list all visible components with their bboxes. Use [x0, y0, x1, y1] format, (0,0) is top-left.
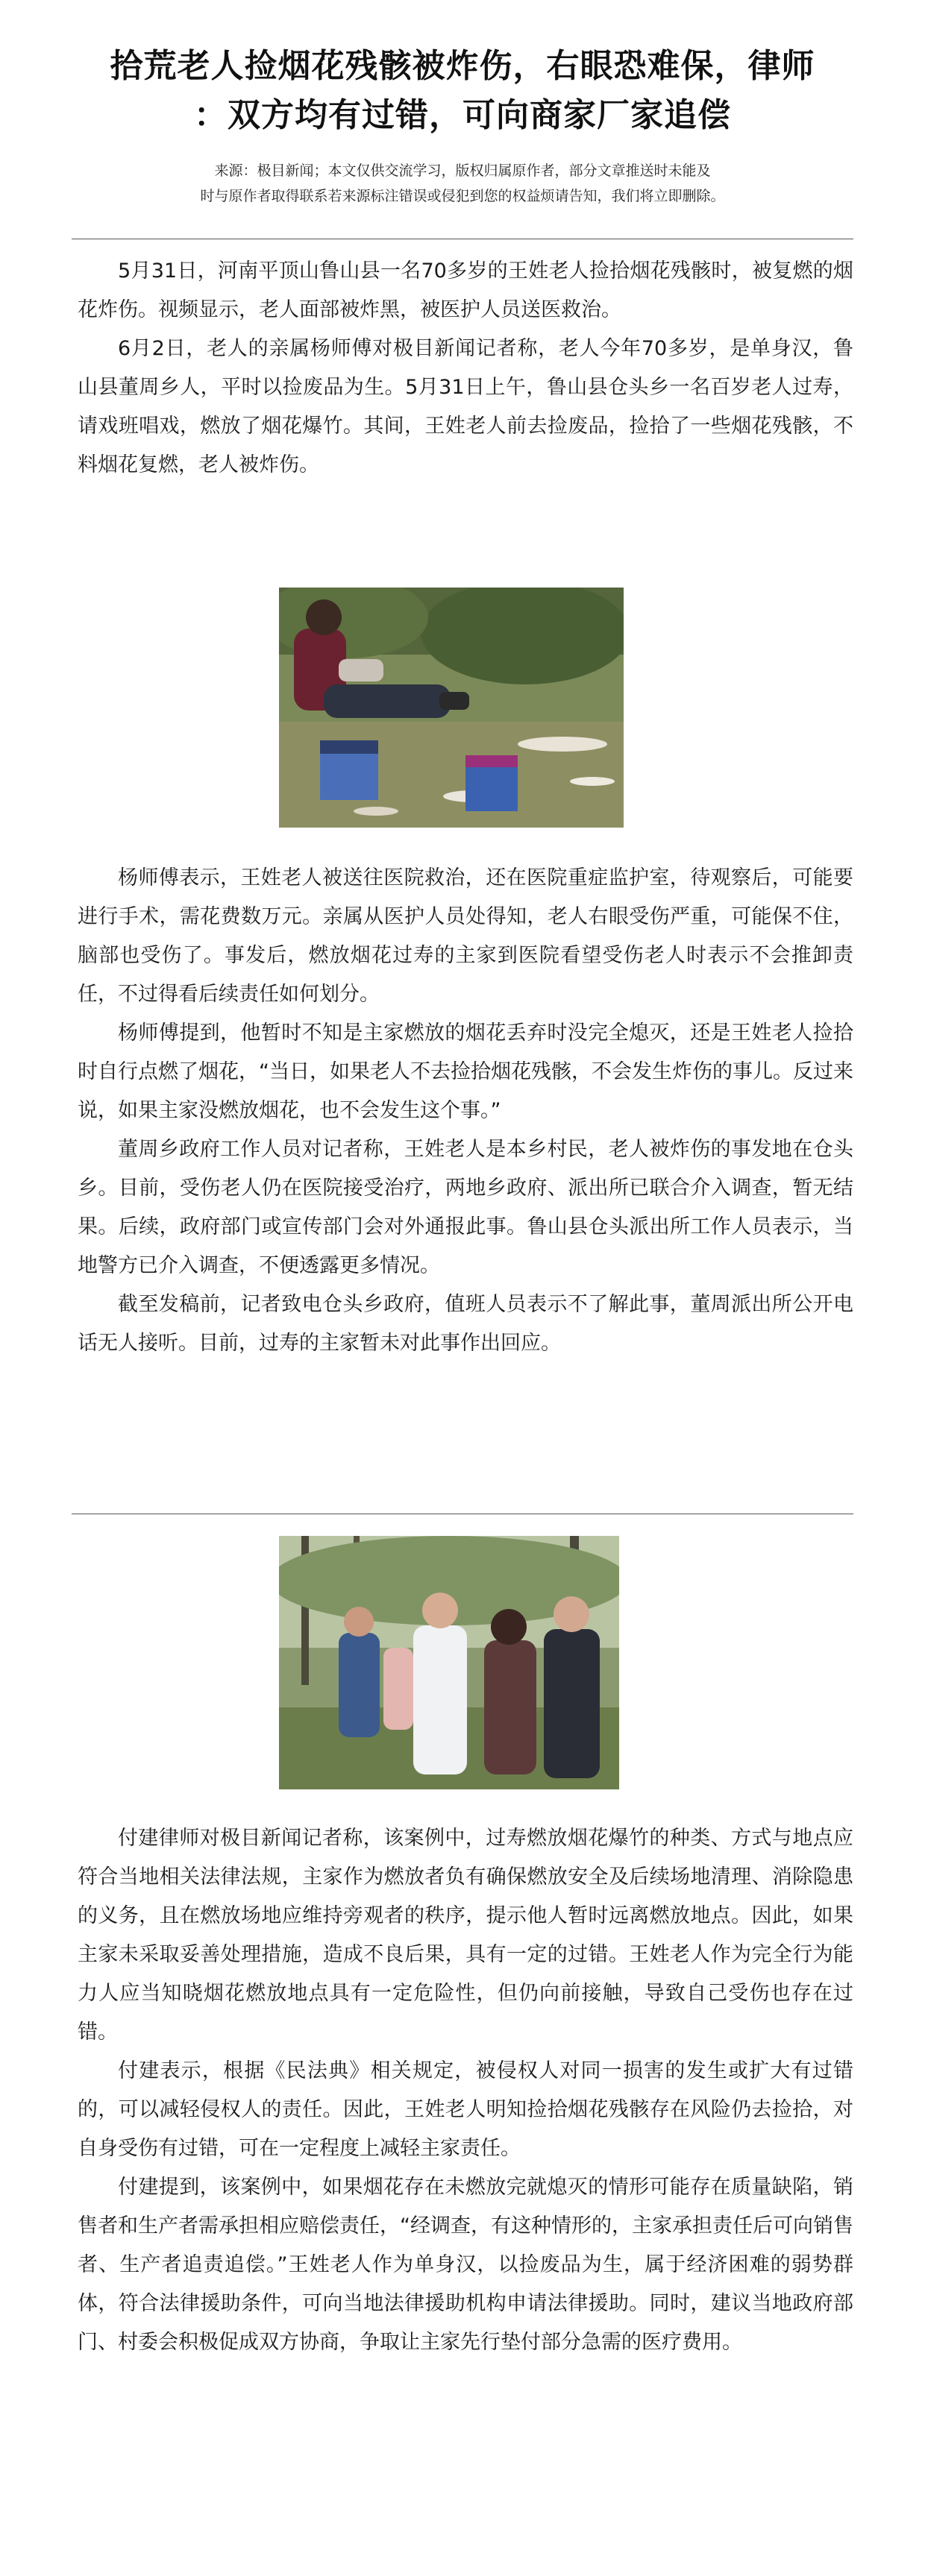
paragraph: 6月2日，老人的亲属杨师傅对极目新闻记者称，老人今年70多岁，是单身汉，鲁山县董周乡人，平时以捡废品为生。5月31日上午，鲁山县仓头乡一名百岁老人过寿，请戏班唱戏，燃放了烟花爆竹。其间，王姓老人前去捡废品，捡拾了一些烟花残骸，不料烟花复燃，老人被炸伤。	[78, 337, 853, 476]
paragraph: 杨师傅表示，王姓老人被送往医院救治，还在医院重症监护室，待观察后，可能要进行手术，需花费数万元。亲属从医护人员处得知，老人右眼受伤严重，可能保不住，脑部也受伤了。事发后，燃放烟花过寿的主家到医院看望受伤老人时表示不会推卸责任，不过得看后续责任如何划分。	[78, 866, 853, 1006]
paragraph: 杨师傅提到，他暂时不知是主家燃放的烟花丢弃时没完全熄灭，还是王姓老人捡拾时自行点燃了烟花，“当日，如果老人不去捡拾烟花残骸，不会发生炸伤的事儿。反过来说，如果主家没燃放烟花，也不会发生这个事。”	[78, 1021, 853, 1122]
article-title	[45, 42, 880, 140]
paragraph: 5月31日，河南平顶山鲁山县一名70多岁的王姓老人捡拾烟花残骸时，被复燃的烟花炸伤。视频显示，老人面部被炸黑，被医护人员送医救治。	[78, 259, 853, 321]
paragraph: 董周乡政府工作人员对记者称，王姓老人是本乡村民，老人被炸伤的事发地在仓头乡。目前，受伤老人仍在医院接受治疗，两地乡政府、派出所已联合介入调查，暂无结果。后续，政府部门或宣传部门会对外通报此事。鲁山县仓头派出所工作人员表示，当地警方已介入调查，不便透露更多情况。	[78, 1138, 853, 1277]
photo-medical-escort	[279, 1536, 619, 1789]
section-1-text	[78, 252, 853, 485]
source-line-1: 来源：极目新闻；本文仅供交流学习，版权归属原作者，部分文章推送时未能及	[214, 163, 711, 179]
photo-injured-man	[279, 588, 624, 828]
paragraph: 付建律师对极目新闻记者称，该案例中，过寿燃放烟花爆竹的种类、方式与地点应符合当地相关法律法规，主家作为燃放者负有确保燃放安全及后续场地清理、消除隐患的义务，且在燃放场地应维持旁观者的秩序，提示他人暂时远离燃放地点。因此，如果主家未采取妥善处理措施，造成不良后果，具有一定的过错。王姓老人作为完全行为能力人应当知晓烟花燃放地点具有一定危险性，但仍向前接触，导致自己受伤也存在过错。	[78, 1827, 853, 2044]
title-line-2: ：双方均有过错，可向商家厂家追偿	[194, 96, 731, 134]
paragraph: 付建表示，根据《民法典》相关规定，被侵权人对同一损害的发生或扩大有过错的，可以减轻侵权人的责任。因此，王姓老人明知捡拾烟花残骸存在风险仍去捡拾，对自身受伤有过错，可在一定程度上减轻主家责任。	[78, 2059, 853, 2160]
paragraph: 截至发稿前，记者致电仓头乡政府，值班人员表示不了解此事，董周派出所公开电话无人接听。目前，过寿的主家暂未对此事作出回应。	[78, 1293, 853, 1355]
title-line-1: 拾荒老人捡烟花残骸被炸伤，右眼恐难保，律师	[110, 47, 815, 85]
source-notice	[45, 158, 880, 209]
paragraph: 付建提到，该案例中，如果烟花存在未燃放完就熄灭的情形可能存在质量缺陷，销售者和生产者需承担相应赔偿责任，“经调查，有这种情形的，主家承担责任后可向销售者、生产者追责追偿。”王姓老人作为单身汉，以捡废品为生，属于经济困难的弱势群体，符合法律援助条件，可向当地法律援助机构申请法律援助。同时，建议当地政府部门、村委会积极促成双方协商，争取让主家先行垫付部分急需的医疗费用。	[78, 2176, 853, 2354]
section-3-text	[78, 1819, 853, 2362]
source-line-2: 时与原作者取得联系若来源标注错误或侵犯到您的权益烦请告知，我们将立即删除。	[200, 188, 725, 204]
section-2-text	[78, 859, 853, 1363]
